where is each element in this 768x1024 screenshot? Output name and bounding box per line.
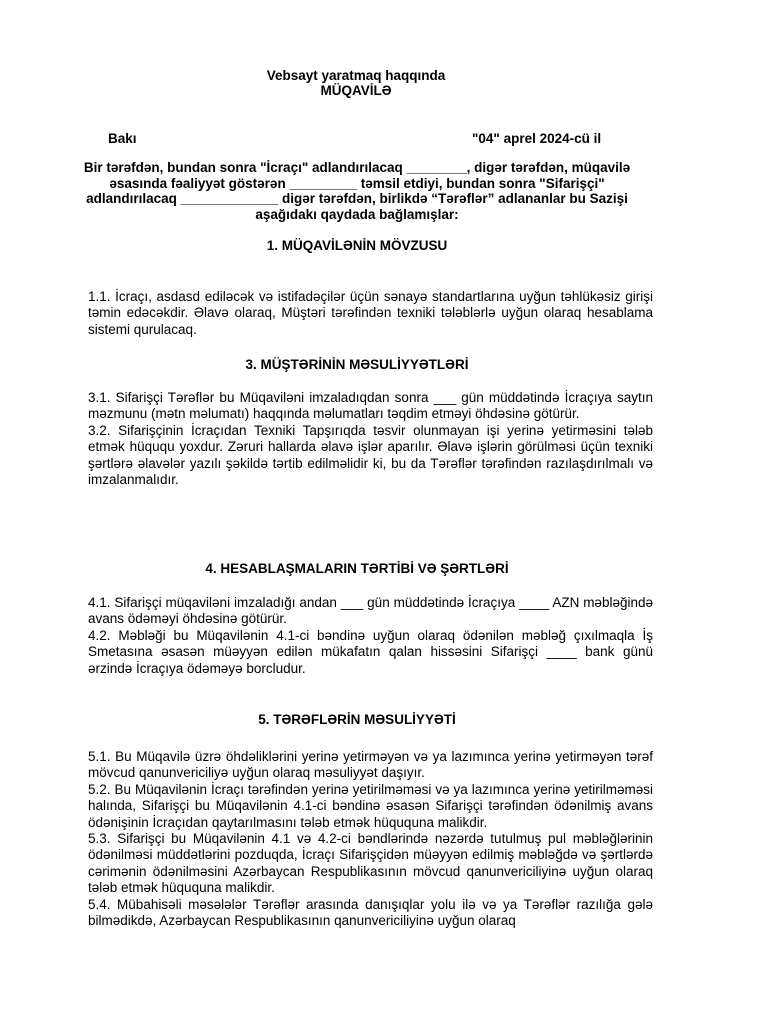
document-title: Vebsayt yaratmaq haqqında [266,68,446,83]
intro-paragraph: Bir tərəfdən, bundan sonra "İcraçı" adlandırılacaq ________, digər tərəfdən, müqavilə əsasında fəaliyyət göstərən _________ təmsil etdiyi, bundan sonra "Sifarişçi" adlandırılacaq _____________ digər tərəfdən, birlikdə “Tərəflər” adlananlar bu Sazişi aşağıdakı qaydada bağlamışlar: [83,160,631,222]
section-1-body [88,289,653,338]
paragraph-5-4: 5.4. Mübahisəli məsələlər Tərəflər arasında danışıqlar yolu ilə və ya Tərəflər razılığa gələ bilmədikdə, Azərbaycan Respublikasının qanunvericiliyinə uyğun olaraq [88,896,653,929]
paragraph-3-1: 3.1. Sifarişçi Tərəflər bu Müqaviləni imzaladıqdan sonra ___ gün müddətində İcraçıya saytın məzmunu (mətn məlumatı) haqqında məlumatları təqdim etməyi öhdəsinə götürür. [88,390,653,422]
paragraph-3-2: 3.2. Sifarişçinin İcraçıdan Texniki Tapşırıqda təsvir olunmayan işi yerinə yetirməsini tələb etmək hüququ yoxdur. Zəruri hallarda əlavə işlər aparılır. Əlavə işlərin görülməsi üçün texniki şərtlərə əlavələr yazılı şəkildə tərtib edilməlidir ki, bu da Tərəflər tərəfindən razılaşdırılmalı və imzalanmalıdır. [88,422,653,488]
paragraph-1-1: 1.1. İcraçı, asdasd ediləcək və istifadəçilər üçün sənayə standartlarına uyğun təhlükəsiz girişi təmin edəcəkdir. Əlavə olaraq, Müştəri tərəfindən texniki tələblərlə uyğun olaraq hesablama sistemi qurulacaq. [88,289,653,337]
section-5-body [88,749,653,929]
paragraph-5-2: 5.2. Bu Müqavilənin İcraçı tərəfindən yerinə yetirilməməsi və ya lazımınca yerinə yetirilməməsi halında, Sifarişçi bu Müqavilənin 4.1-ci bəndinə əsasən Sifarişçi tərəfindən ödənilmiş avans ödənişinin İcraçıdan qaytarılmasını tələb etmək hüququna malikdir. [88,781,653,830]
section-3-body [88,390,653,488]
section-heading-1: 1. MÜQAVİLƏNİN MÖVZUSU [266,238,448,253]
section-heading-4: 4. HESABLAŞMALARIN TƏRTİBİ VƏ ŞƏRTLƏRİ [205,561,509,576]
date-label: "04" aprel 2024-cü il [472,131,602,146]
document-subtitle: MÜQAVİLƏ [320,83,392,98]
paragraph-4-1: 4.1. Sifarişçi müqaviləni imzaladığı andan ___ gün müddətində İcraçıya ____ AZN məbləğində avans ödəməyi öhdəsinə götürür. [88,595,653,627]
city-label: Bakı [108,131,137,146]
paragraph-4-2: 4.2. Məbləği bu Müqavilənin 4.1-ci bəndinə uyğun olaraq ödənilən məbləğ çıxılmaqla İş Smetasına əsasən müəyyən edilən mükafatın qalan hissəsini Sifarişçi ____ bank günü ərzində İcraçıya ödəməyə borcludur. [88,627,653,676]
section-heading-3: 3. MÜŞTƏRİNİN MƏSULİYYƏTLƏRİ [245,357,469,372]
paragraph-5-1: 5.1. Bu Müqavilə üzrə öhdəliklərini yerinə yetirməyən və ya lazımınca yerinə yetirməyən tərəf mövcud qanunvericiliyə uyğun olaraq məsuliyyət daşıyır. [88,749,653,781]
paragraph-5-3: 5.3. Sifarişçi bu Müqavilənin 4.1 və 4.2-ci bəndlərində nəzərdə tutulmuş pul məbləğlərinin ödənilməsi müddətlərini pozduqda, İcraçı Sifarişçidən müəyyən edilmiş məbləğdə və şərtlərdə cərimənin ödənilməsini Azərbaycan Respublikasının mövcud qanunvericiliyinə uyğun olaraq tələb etmək hüququna malikdir. [88,831,653,896]
section-heading-5: 5. TƏRƏFLƏRİN MƏSULİYYƏTİ [258,712,456,727]
section-4-body [88,595,653,677]
